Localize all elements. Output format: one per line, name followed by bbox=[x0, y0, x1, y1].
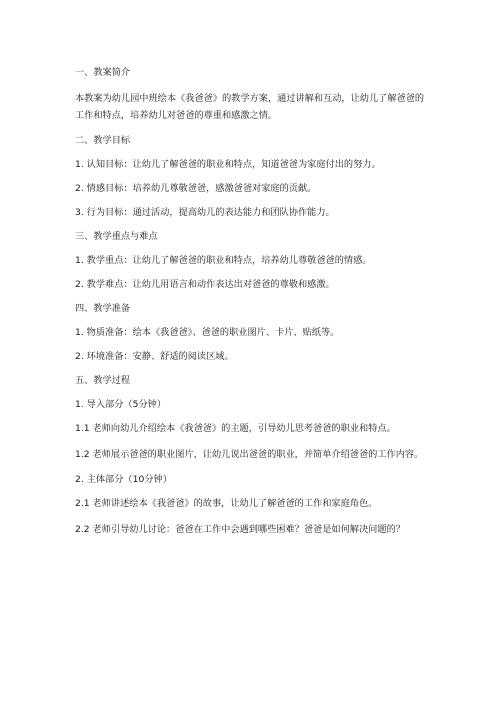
section-heading-goals: 二、教学目标 bbox=[75, 135, 131, 146]
prep-item-2: 2. 环境准备：安静、舒适的阅读区域。 bbox=[75, 351, 234, 362]
process-step-1-2: 1.2 老师展示爸爸的职业图片，让幼儿说出爸爸的职业，并简单介绍爸爸的工作内容。 bbox=[75, 449, 424, 460]
intro-paragraph: 本教案为幼儿园中班绘本《我爸爸》的教学方案，通过讲解和互动，让幼儿了解爸爸的工作和特点，培养幼儿对爸爸的尊重和感激之情。 bbox=[75, 93, 425, 121]
process-step-1: 1. 导入部分（5分钟） bbox=[75, 399, 167, 410]
process-step-2-1: 2.1 老师讲述绘本《我爸爸》的故事，让幼儿了解爸爸的工作和家庭角色。 bbox=[75, 498, 378, 509]
section-heading-intro: 一、教案简介 bbox=[75, 67, 131, 78]
process-step-2: 2. 主体部分（10分钟） bbox=[75, 474, 172, 485]
keypoint-item-1: 1. 教学重点：让幼儿了解爸爸的职业和特点，培养幼儿尊敬爸爸的情感。 bbox=[75, 255, 372, 266]
prep-item-1: 1. 物质准备：绘本《我爸爸》、爸爸的职业图片、卡片、贴纸等。 bbox=[75, 327, 340, 338]
goal-item-1: 1. 认知目标：让幼儿了解爸爸的职业和特点，知道爸爸为家庭付出的努力。 bbox=[75, 159, 381, 170]
goal-item-3: 3. 行为目标：通过活动，提高幼儿的表达能力和团队协作能力。 bbox=[75, 207, 335, 218]
process-step-2-2: 2.2 老师引导幼儿讨论：爸爸在工作中会遇到哪些困难？爸爸是如何解决问题的？ bbox=[75, 524, 405, 535]
section-heading-process: 五、教学过程 bbox=[75, 375, 131, 386]
section-heading-prep: 四、教学准备 bbox=[75, 303, 131, 314]
document-body bbox=[75, 66, 427, 538]
goal-item-2: 2. 情感目标：培养幼儿尊敬爸爸，感激爸爸对家庭的贡献。 bbox=[75, 183, 317, 194]
keypoint-item-2: 2. 教学难点：让幼儿用语言和动作表达出对爸爸的尊敬和感激。 bbox=[75, 279, 335, 290]
section-heading-keypoints: 三、教学重点与难点 bbox=[75, 231, 158, 242]
process-step-1-1: 1.1 老师向幼儿介绍绘本《我爸爸》的主题，引导幼儿思考爸爸的职业和特点。 bbox=[75, 423, 396, 434]
